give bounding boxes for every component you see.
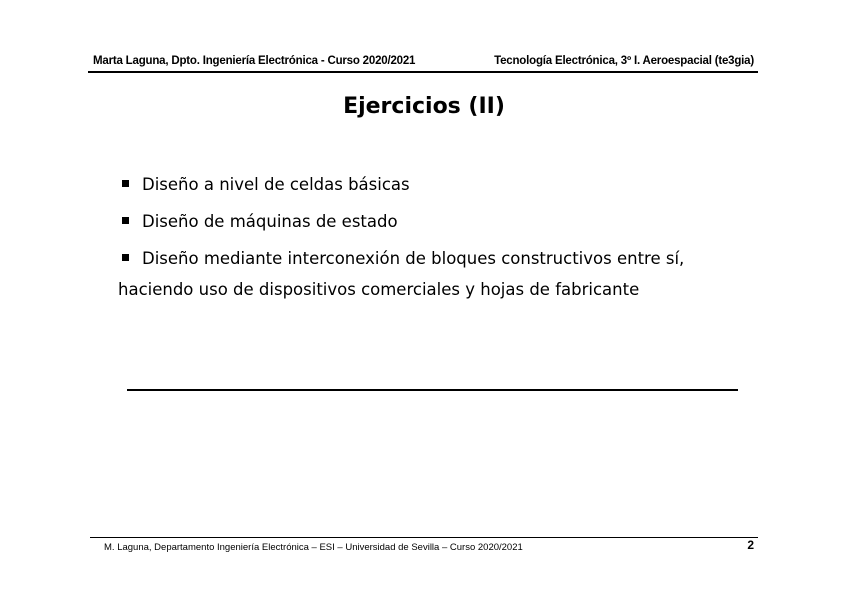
footer-text: M. Laguna, Departamento Ingeniería Electrónica – ESI – Universidad de Sevilla – Curso 2020/2021 bbox=[104, 542, 523, 553]
page-number: 2 bbox=[747, 538, 754, 552]
square-bullet-icon bbox=[122, 254, 129, 261]
bullet-list bbox=[118, 174, 758, 301]
bullet-item bbox=[118, 211, 758, 248]
bullet-continuation: haciendo uso de dispositivos comerciales y hojas de fabricante bbox=[118, 280, 640, 299]
content-divider bbox=[127, 389, 738, 391]
square-bullet-icon bbox=[122, 217, 129, 224]
footer-divider bbox=[90, 537, 758, 538]
slide-title: Ejercicios (II) bbox=[343, 94, 505, 119]
square-bullet-icon bbox=[122, 180, 129, 187]
bullet-item bbox=[118, 174, 758, 211]
header-divider bbox=[88, 71, 758, 73]
bullet-item bbox=[118, 248, 758, 282]
page-header bbox=[88, 55, 758, 71]
bullet-text: Diseño mediante interconexión de bloques constructivos entre sí, bbox=[142, 249, 685, 268]
header-subject: Tecnología Electrónica, 3º I. Aeroespacial (te3gia) bbox=[494, 55, 754, 67]
bullet-text: Diseño de máquinas de estado bbox=[142, 212, 398, 231]
bullet-text: Diseño a nivel de celdas básicas bbox=[142, 175, 410, 194]
header-author-course: Marta Laguna, Dpto. Ingeniería Electrónica - Curso 2020/2021 bbox=[93, 55, 416, 67]
